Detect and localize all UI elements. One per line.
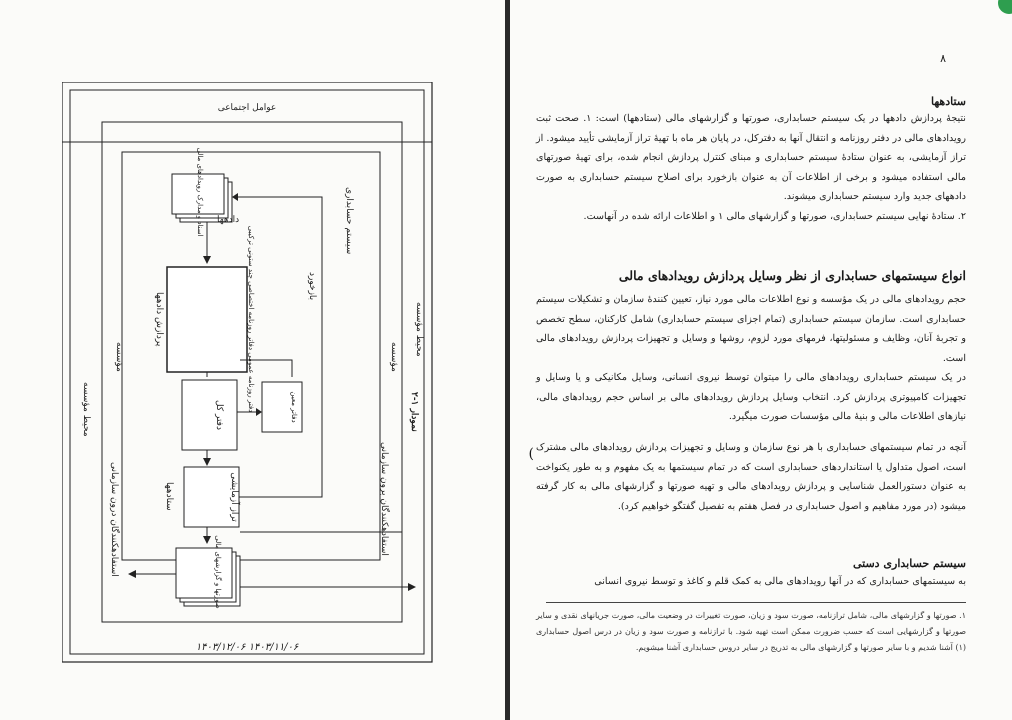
source-docs-text: اسناد و مدارک رویدادهای مالی [196,147,204,237]
general-ledger-text: دفتر کل [214,400,224,430]
right-page [510,0,1012,720]
accounting-system-label: سیستم حسابداری [344,187,354,255]
accounting-system-diagram [62,82,442,672]
paragraph-manual: به سیستمهای حسابداری که در آنها رویدادهای مالی به کمک قلم و کاغذ و توسط نیروی انسانی [594,576,966,587]
paragraph-outputs [536,109,966,226]
environment-label-right: محیط مؤسسه [414,302,424,357]
feedback-label: بازخورد [307,272,317,301]
environment-label-left: محیط مؤسسه [81,382,91,437]
financial-statements-box [176,548,232,598]
status-dot-icon [998,0,1012,14]
heading-system-types: انواع سیستمهای حسابداری از نظر وسایل پردازش رویدادهای مالی [618,268,966,283]
organization-label-right: مؤسسه [389,342,399,372]
footnote: ۱. صورتها و گزارشهای مالی، شامل ترازنامه، صورت سود و زیان، صورت تغییرات در وضعیت مالی، صورت جریانهای نقدی و سایر صورتها و گزارشهایی است که حسب ضرورت ممکن است تهیه شود. با ترازنامه و صورت سود و زیان در درس اصول حسابداری (۱) آشنا شدیم و با سایر صورتها و گزارشهای مالی به تدریج در سایر دروس حسابداری آشنا میشویم. [536,611,966,652]
paragraph-types-1: حجم رویدادهای مالی در یک مؤسسه و نوع اطلاعات مالی مورد نیاز، تعیین کنندهٔ سازمان و تشکیلات سیستم حسابداری است. سازمان سیستم حسابداری (تمام اجزای سیستم حسابداری) شامل کارکنان، سطح تخصص و تجربهٔ آنان، وظایف و مسئولیتها، فرمهای مورد لزوم، روشها و وسایل و تجهیزات پردازش رویدادهای مالی است. [536,294,966,364]
general-ledger-box [182,380,237,450]
journals-box [167,267,247,372]
subsidiary-ledger-text: دفاتر معین [290,391,298,423]
figure-caption: نمودار ۱-۲ [409,392,419,432]
left-page [0,0,505,720]
outputs-label: ستادهها [164,482,174,511]
trial-balance-text: تراز آزمایشی [229,472,239,522]
social-factors-label: عوامل اجتماعی [217,103,277,113]
inputs-label: دادهها [217,215,240,225]
external-users-label: استفادهکنندگان برون سازمانی [379,442,389,556]
journals-text: دفتر روزنامه عمومی دفاتر روزنامه اختصاصی چند ستونی ترکیبی [247,225,255,413]
statements-text: صورتها و گزارشهای مالی [214,535,222,609]
handwritten-note: ۱۴۰۳/۱۲/۰۶ ۱۴۰۳/۱۱/۰۶ [195,642,299,653]
paragraph-outputs-1: نتیجهٔ پردازش دادهها در یک سیستم حسابداری، صورتها و گزارشهای مالی (ستادهها) است: ۱. صحت ثبت رویدادهای مالی در دفتر روزنامه و انتقال آنها به دفترکل، در پایان هر ماه با تهیهٔ تراز آزمایشی تأیید میشود. از تراز آزمایشی، به عنوان ستادهٔ سیستم حسابداری و مبنای کنترل پردازش انجام شده، برای تهیهٔ صورتهای مالی استفاده میشود و برخی از اطلاعات آن به عنوان بازخورد برای اصلاح سیستم حسابداری به صورت دادههای جدید وارد سیستم حسابداری میشوند. [536,113,966,202]
paragraph-types-2: در یک سیستم حسابداری رویدادهای مالی را میتوان توسط نیروی انسانی، وسایل مکانیکی و یا وسایل و تجهیزات کامپیوتری پردازش کرد. انتخاب وسایل پردازش رویدادهای مالی بر اساس حجم رویدادهای مالی، نیازهای اطلاعات مالی و بنیهٔ مالی مؤسسات صورت میگیرد. [536,372,966,422]
internal-users-label: استفادهکنندگان درون سازمانی [109,462,119,577]
paragraph-outputs-2: ۲. ستادهٔ نهایی سیستم حسابداری، صورتها و گزارشهای مالی ۱ و اطلاعات ارائه شده در آنهاست. [583,210,966,222]
processing-label: پردازش دادهها [154,292,164,347]
paragraph-types-3: آنچه در تمام سیستمهای حسابداری با هر نوع سازمان و وسایل و تجهیزات پردازش رویدادهای مالی مشترک است، اصول متداول یا استانداردهای حسابداری است که در تمام سیستمها به یک مفهوم و به طور یکنواخت به عنوان دستورالعمل شناسایی و پردازش رویدادهای مالی و تهیه صورتها و گزارشهای مالی به کار گرفته میشود (در مورد مفاهیم و اصول حسابداری در فصل هفتم به تفصیل گفتگو خواهیم کرد). [536,442,966,512]
footnote-divider [546,602,966,603]
heading-manual-system: سیستم حسابداری دستی [852,557,966,570]
page-number: ۸ [940,52,946,65]
heading-outputs: ستادهها [930,95,966,108]
organization-label-left: مؤسسه [114,342,124,372]
bracket-mark-icon: ( [528,446,534,462]
